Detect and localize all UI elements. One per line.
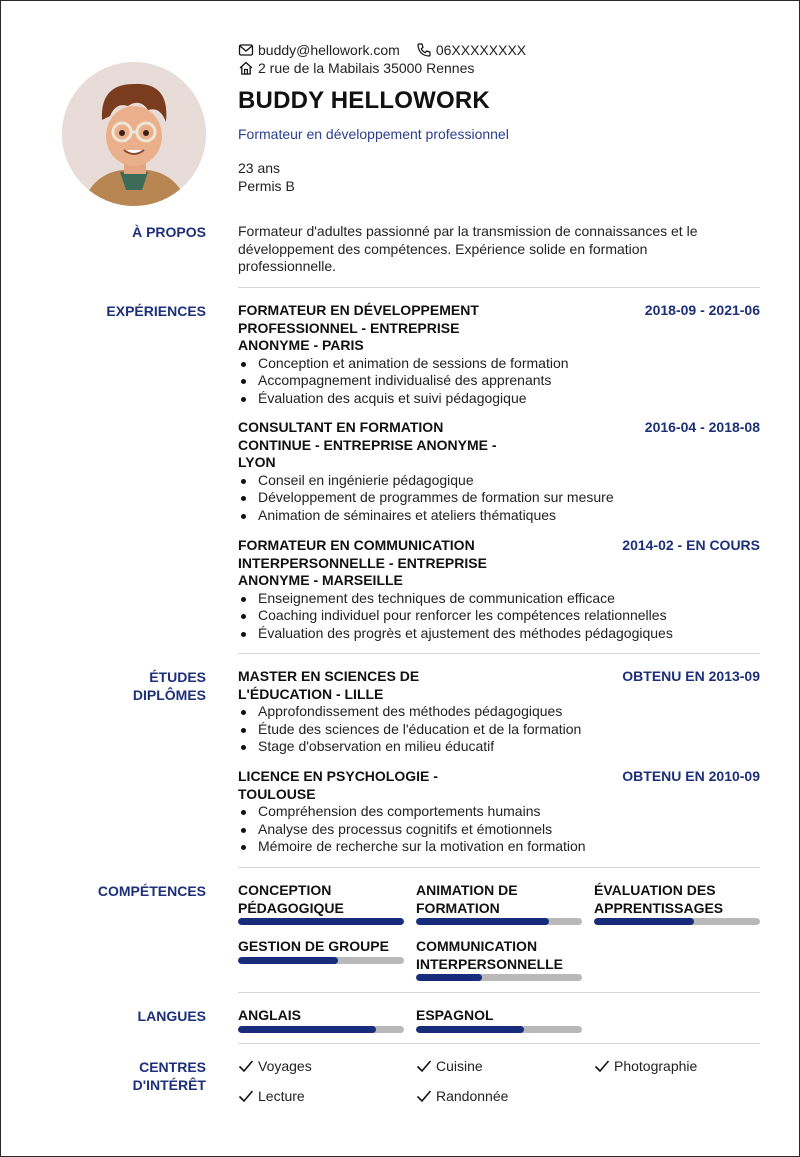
list-item: Conseil en ingénierie pédagogique [238,472,760,490]
list-item: Compréhension des comportements humains [238,803,760,821]
divider [238,653,760,654]
section-label-interests-line1: CENTRES [139,1059,206,1075]
contact-line-2 [238,60,490,76]
check-icon [238,1059,254,1073]
language-item [416,1007,582,1033]
entry-date: 2014-02 - EN COURS [622,537,760,553]
avatar [62,62,206,206]
section-label-interests [6,1058,206,1094]
bullet-list [238,472,760,525]
skill-level-fill [238,957,338,964]
list-item: Animation de séminaires et ateliers thématiques [238,507,760,525]
education-entry [238,768,760,856]
section-label-experiences: EXPÉRIENCES [106,303,206,319]
entry-title: MASTER EN SCIENCES DE L'ÉDUCATION - LILLE [238,668,420,702]
age-text: 23 ans [238,160,281,176]
interest-label: Voyages [258,1058,312,1074]
bullet-list [238,355,760,408]
check-icon [416,1089,432,1103]
bullet-list [238,803,760,856]
email-text: buddy@hellowork.com [258,42,400,58]
interest-label: Photographie [614,1058,698,1074]
skill-level-bar [594,918,760,925]
skill-level-bar [238,918,404,925]
language-level-fill [416,1026,524,1033]
language-name: ANGLAIS [238,1007,301,1023]
bullet-list [238,703,760,756]
skill-level-fill [416,918,549,925]
list-item: Enseignement des techniques de communication efficace [238,590,760,608]
language-name: ESPAGNOL [416,1007,494,1023]
interest-item [416,1058,483,1074]
section-label-interests-line2: D'INTÉRÊT [132,1077,206,1093]
section-label-studies [6,668,206,704]
divider [238,992,760,993]
list-item: Conception et animation de sessions de formation [238,355,760,373]
skill-name: COMMUNICATION INTERPERSONNELLE [416,938,564,972]
license-text: Permis B [238,178,295,194]
divider [238,867,760,868]
list-item: Analyse des processus cognitifs et émotionnels [238,821,760,839]
skill-level-bar [238,957,404,964]
check-icon [416,1059,432,1073]
skill-name: CONCEPTION PÉDAGOGIQUE [238,882,344,916]
interest-item [594,1058,697,1074]
interest-label: Lecture [258,1088,305,1104]
job-title: Formateur en développement professionnel [238,126,509,142]
interest-item [238,1058,312,1074]
entry-date: 2016-04 - 2018-08 [644,419,760,435]
list-item: Étude des sciences de l'éducation et de la formation [238,721,760,739]
entry-date: OBTENU EN 2010-09 [622,768,760,784]
education-entry [238,668,760,756]
bullet-list [238,590,760,643]
email-contact[interactable] [238,42,400,58]
skill-level-bar [416,974,582,981]
section-label-about: À PROPOS [132,224,206,240]
list-item: Stage d'observation en milieu éducatif [238,738,760,756]
list-item: Approfondissement des méthodes pédagogiques [238,703,760,721]
entry-title: CONSULTANT EN FORMATION CONTINUE - ENTREPRISE ANONYME - LYON [238,419,497,471]
phone-contact[interactable] [416,42,526,58]
section-label-languages: LANGUES [137,1008,206,1024]
envelope-icon [238,42,254,58]
phone-text: 06XXXXXXXX [435,42,527,58]
contact-line-1 [238,42,542,58]
interest-label: Randonnée [436,1088,509,1104]
candidate-name: BUDDY HELLOWORK [238,87,490,114]
experience-entry [238,302,760,408]
experience-entry [238,537,760,643]
list-item: Mémoire de recherche sur la motivation en formation [238,838,760,856]
entry-title: FORMATEUR EN COMMUNICATION INTERPERSONNELLE - ENTREPRISE ANONYME - MARSEILLE [238,537,487,589]
address-contact [238,60,474,76]
entry-title: LICENCE EN PSYCHOLOGIE - TOULOUSE [238,768,438,802]
skill-item [238,938,404,964]
skill-item [416,938,582,981]
check-icon [238,1089,254,1103]
skill-level-fill [416,974,482,981]
language-item [238,1007,404,1033]
interest-item [416,1088,508,1104]
list-item: Coaching individuel pour renforcer les compétences relationnelles [238,607,760,625]
skill-name: ÉVALUATION DES APPRENTISSAGES [594,882,724,916]
interest-label: Cuisine [436,1058,483,1074]
entry-title: FORMATEUR EN DÉVELOPPEMENT PROFESSIONNEL - ENTREPRISE ANONYME - PARIS [238,302,479,354]
list-item: Développement de programmes de formation sur mesure [238,489,760,507]
list-item: Évaluation des progrès et ajustement des méthodes pédagogiques [238,625,760,643]
list-item: Évaluation des acquis et suivi pédagogique [238,390,760,408]
skill-item [594,882,760,925]
divider [238,287,760,288]
about-text: Formateur d'adultes passionné par la transmission de connaissances et le développement des compétences. Expérience solide en formation professionnelle. [238,223,698,275]
address-text: 2 rue de la Mabilais 35000 Rennes [258,60,475,76]
list-item: Accompagnement individualisé des apprenants [238,372,760,390]
skill-item [238,882,404,925]
skill-item [416,882,582,925]
language-level-fill [238,1026,376,1033]
phone-icon [416,42,432,58]
skill-level-bar [416,918,582,925]
language-level-bar [238,1026,404,1033]
language-level-bar [416,1026,582,1033]
entry-date: OBTENU EN 2013-09 [622,668,760,684]
experience-entry [238,419,760,525]
skill-name: ANIMATION DE FORMATION [416,882,518,916]
skill-level-fill [238,918,404,925]
section-label-skills: COMPÉTENCES [97,883,206,899]
interest-item [238,1088,305,1104]
section-label-studies-line2: DIPLÔMES [132,687,206,703]
section-label-studies-line1: ÉTUDES [149,669,206,685]
divider [238,1043,760,1044]
entry-date: 2018-09 - 2021-06 [644,302,760,318]
check-icon [594,1059,610,1073]
skill-name: GESTION DE GROUPE [238,938,389,954]
skill-level-fill [594,918,694,925]
house-icon [238,60,254,76]
